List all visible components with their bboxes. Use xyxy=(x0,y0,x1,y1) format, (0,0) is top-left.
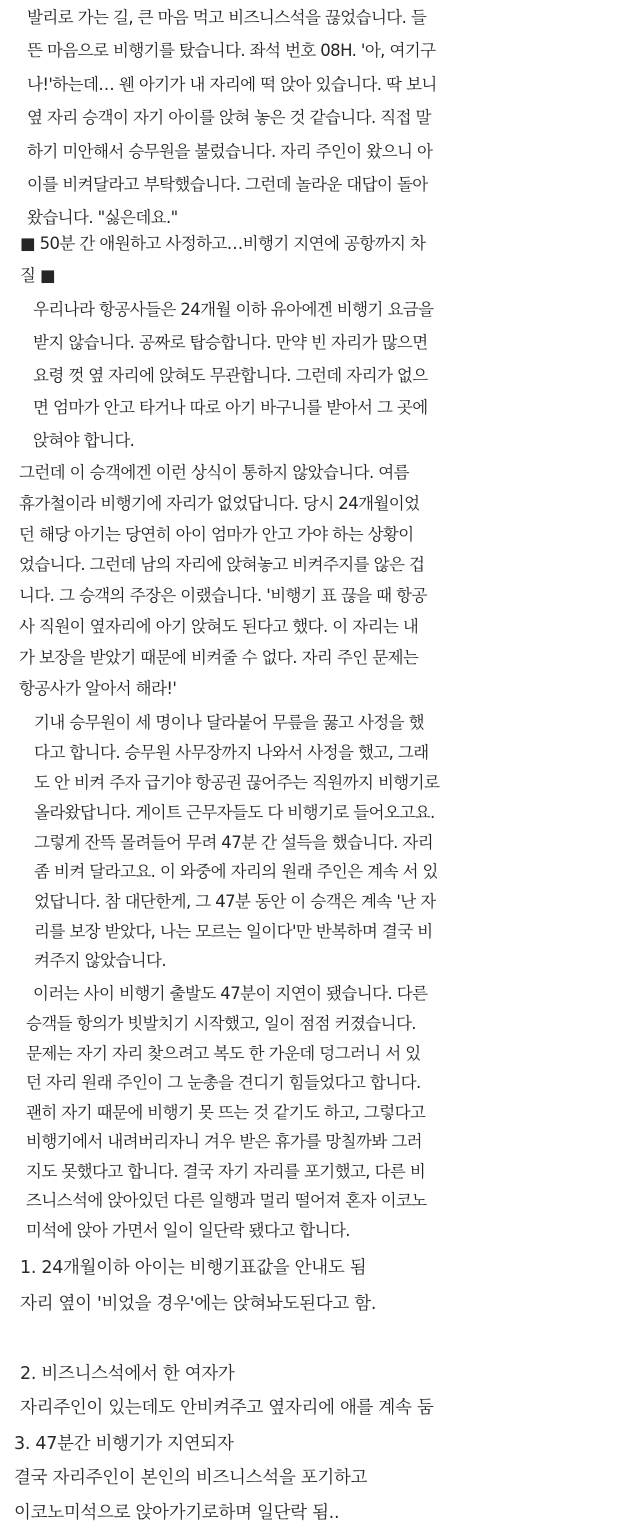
summary-line: 2. 비즈니스석에서 한 여자가 xyxy=(20,1364,235,1384)
text-line: 었습니다. 그런데 남의 자리에 앉혀놓고 비켜주지를 않은 겁 xyxy=(19,555,425,574)
text-line: 받지 않습니다. 공짜로 탑승합니다. 만약 빈 자리가 많으면 xyxy=(33,333,428,352)
text-line: 괜히 자기 때문에 비행기 못 뜨는 것 같기도 하고, 그렇다고 xyxy=(26,1103,426,1122)
summary-line: 이코노미석으로 앉아가기로하며 일단락 됨.. xyxy=(14,1503,340,1523)
text-line: 항공사가 알아서 해라!' xyxy=(19,679,177,698)
text-line: 지도 못했다고 합니다. 결국 자기 자리를 포기했고, 다른 비 xyxy=(26,1162,426,1181)
text-line: 미석에 앉아 가면서 일이 일단락 됐다고 합니다. xyxy=(26,1221,350,1240)
text-line: 좀 비켜 달라고요. 이 와중에 자리의 원래 주인은 계속 서 있 xyxy=(34,862,438,881)
text-line: 즈니스석에 앉아있던 다른 일행과 멀리 떨어져 혼자 이코노 xyxy=(26,1191,427,1210)
text-line: 리를 보장 받았다, 나는 모르는 일이다'만 반복하며 결국 비 xyxy=(34,922,433,941)
text-line: 다고 합니다. 승무원 사무장까지 나와서 사정을 했고, 그래 xyxy=(34,743,429,762)
text-line: 앉혀야 합니다. xyxy=(33,431,135,450)
text-line: 비행기에서 내려버리자니 겨우 받은 휴가를 망칠까봐 그러 xyxy=(26,1132,423,1151)
text-line: 그렇게 잔뜩 몰려들어 무려 47분 간 설득을 했습니다. 자리 xyxy=(34,833,434,852)
text-line: 문제는 자기 자리 찾으려고 복도 한 가운데 덩그러니 서 있 xyxy=(26,1044,421,1063)
text-line: 이를 비켜달라고 부탁했습니다. 그런데 놀라운 대답이 돌아 xyxy=(27,175,428,194)
text-line: 니다. 그 승객의 주장은 이랬습니다. '비행기 표 끊을 때 항공 xyxy=(19,586,427,605)
summary-line: 결국 자리주인이 본인의 비즈니스석을 포기하고 xyxy=(14,1468,368,1488)
text-line: 기내 승무원이 세 명이나 달라붙어 무릎을 꿇고 사정을 했 xyxy=(34,713,424,732)
text-line: 휴가철이라 비행기에 자리가 없었답니다. 당시 24개월이었 xyxy=(19,494,420,513)
text-line: 었답니다. 참 대단한게, 그 47분 동안 이 승객은 계속 '난 자 xyxy=(34,892,436,911)
summary-line: 자리주인이 있는데도 안비켜주고 옆자리에 애를 계속 둠 xyxy=(20,1398,434,1418)
heading-line: 질 ■ xyxy=(20,266,55,285)
text-line: 옆 자리 승객이 자기 아이를 앉혀 놓은 것 같습니다. 직접 말 xyxy=(27,108,431,127)
summary-line: 1. 24개월이하 아이는 비행기표값을 안내도 됨 xyxy=(20,1258,367,1278)
text-line: 나!'하는데… 웬 아기가 내 자리에 떡 앉아 있습니다. 딱 보니 xyxy=(27,75,437,94)
text-line: 하기 미안해서 승무원을 불렀습니다. 자리 주인이 왔으니 아 xyxy=(27,142,433,161)
summary-line: 자리 옆이 '비었을 경우'에는 앉혀놔도된다고 함. xyxy=(20,1294,377,1314)
summary-line: 3. 47분간 비행기가 지연되자 xyxy=(14,1434,234,1454)
text-line: 승객들 항의가 빗발치기 시작했고, 일이 점점 커졌습니다. xyxy=(26,1014,416,1033)
text-line: 이러는 사이 비행기 출발도 47분이 지연이 됐습니다. 다른 xyxy=(33,984,428,1003)
heading-line: ■ 50분 간 애원하고 사정하고…비행기 지연에 공항까지 차 xyxy=(20,234,426,253)
text-line: 도 안 비켜 주자 급기야 항공권 끊어주는 직원까지 비행기로 xyxy=(34,773,440,792)
text-line: 가 보장을 받았기 때문에 비켜줄 수 없다. 자리 주인 문제는 xyxy=(19,648,419,667)
text-line: 왔습니다. "싫은데요." xyxy=(27,208,178,227)
text-line: 그런데 이 승객에겐 이런 상식이 통하지 않았습니다. 여름 xyxy=(19,463,409,482)
text-line: 요령 껏 옆 자리에 앉혀도 무관합니다. 그런데 자리가 없으 xyxy=(33,366,428,385)
text-line: 발리로 가는 길, 큰 마음 먹고 비즈니스석을 끊었습니다. 들 xyxy=(27,8,427,27)
text-line: 올라왔답니다. 게이트 근무자들도 다 비행기로 들어오고요. xyxy=(34,803,435,822)
text-line: 우리나라 항공사들은 24개월 이하 유아에겐 비행기 요금을 xyxy=(33,300,434,319)
text-line: 던 자리 원래 주인이 그 눈총을 견디기 힘들었다고 합니다. xyxy=(26,1073,421,1092)
text-line: 켜주지 않았습니다. xyxy=(34,951,167,970)
text-line: 사 직원이 옆자리에 아기 앉혀도 된다고 했다. 이 자리는 내 xyxy=(19,617,419,636)
text-line: 던 해당 아기는 당연히 아이 엄마가 안고 가야 하는 상황이 xyxy=(19,525,414,544)
text-line: 뜬 마음으로 비행기를 탔습니다. 좌석 번호 08H. '아, 여기구 xyxy=(27,41,436,60)
text-line: 면 엄마가 안고 타거나 따로 아기 바구니를 받아서 그 곳에 xyxy=(33,398,428,417)
